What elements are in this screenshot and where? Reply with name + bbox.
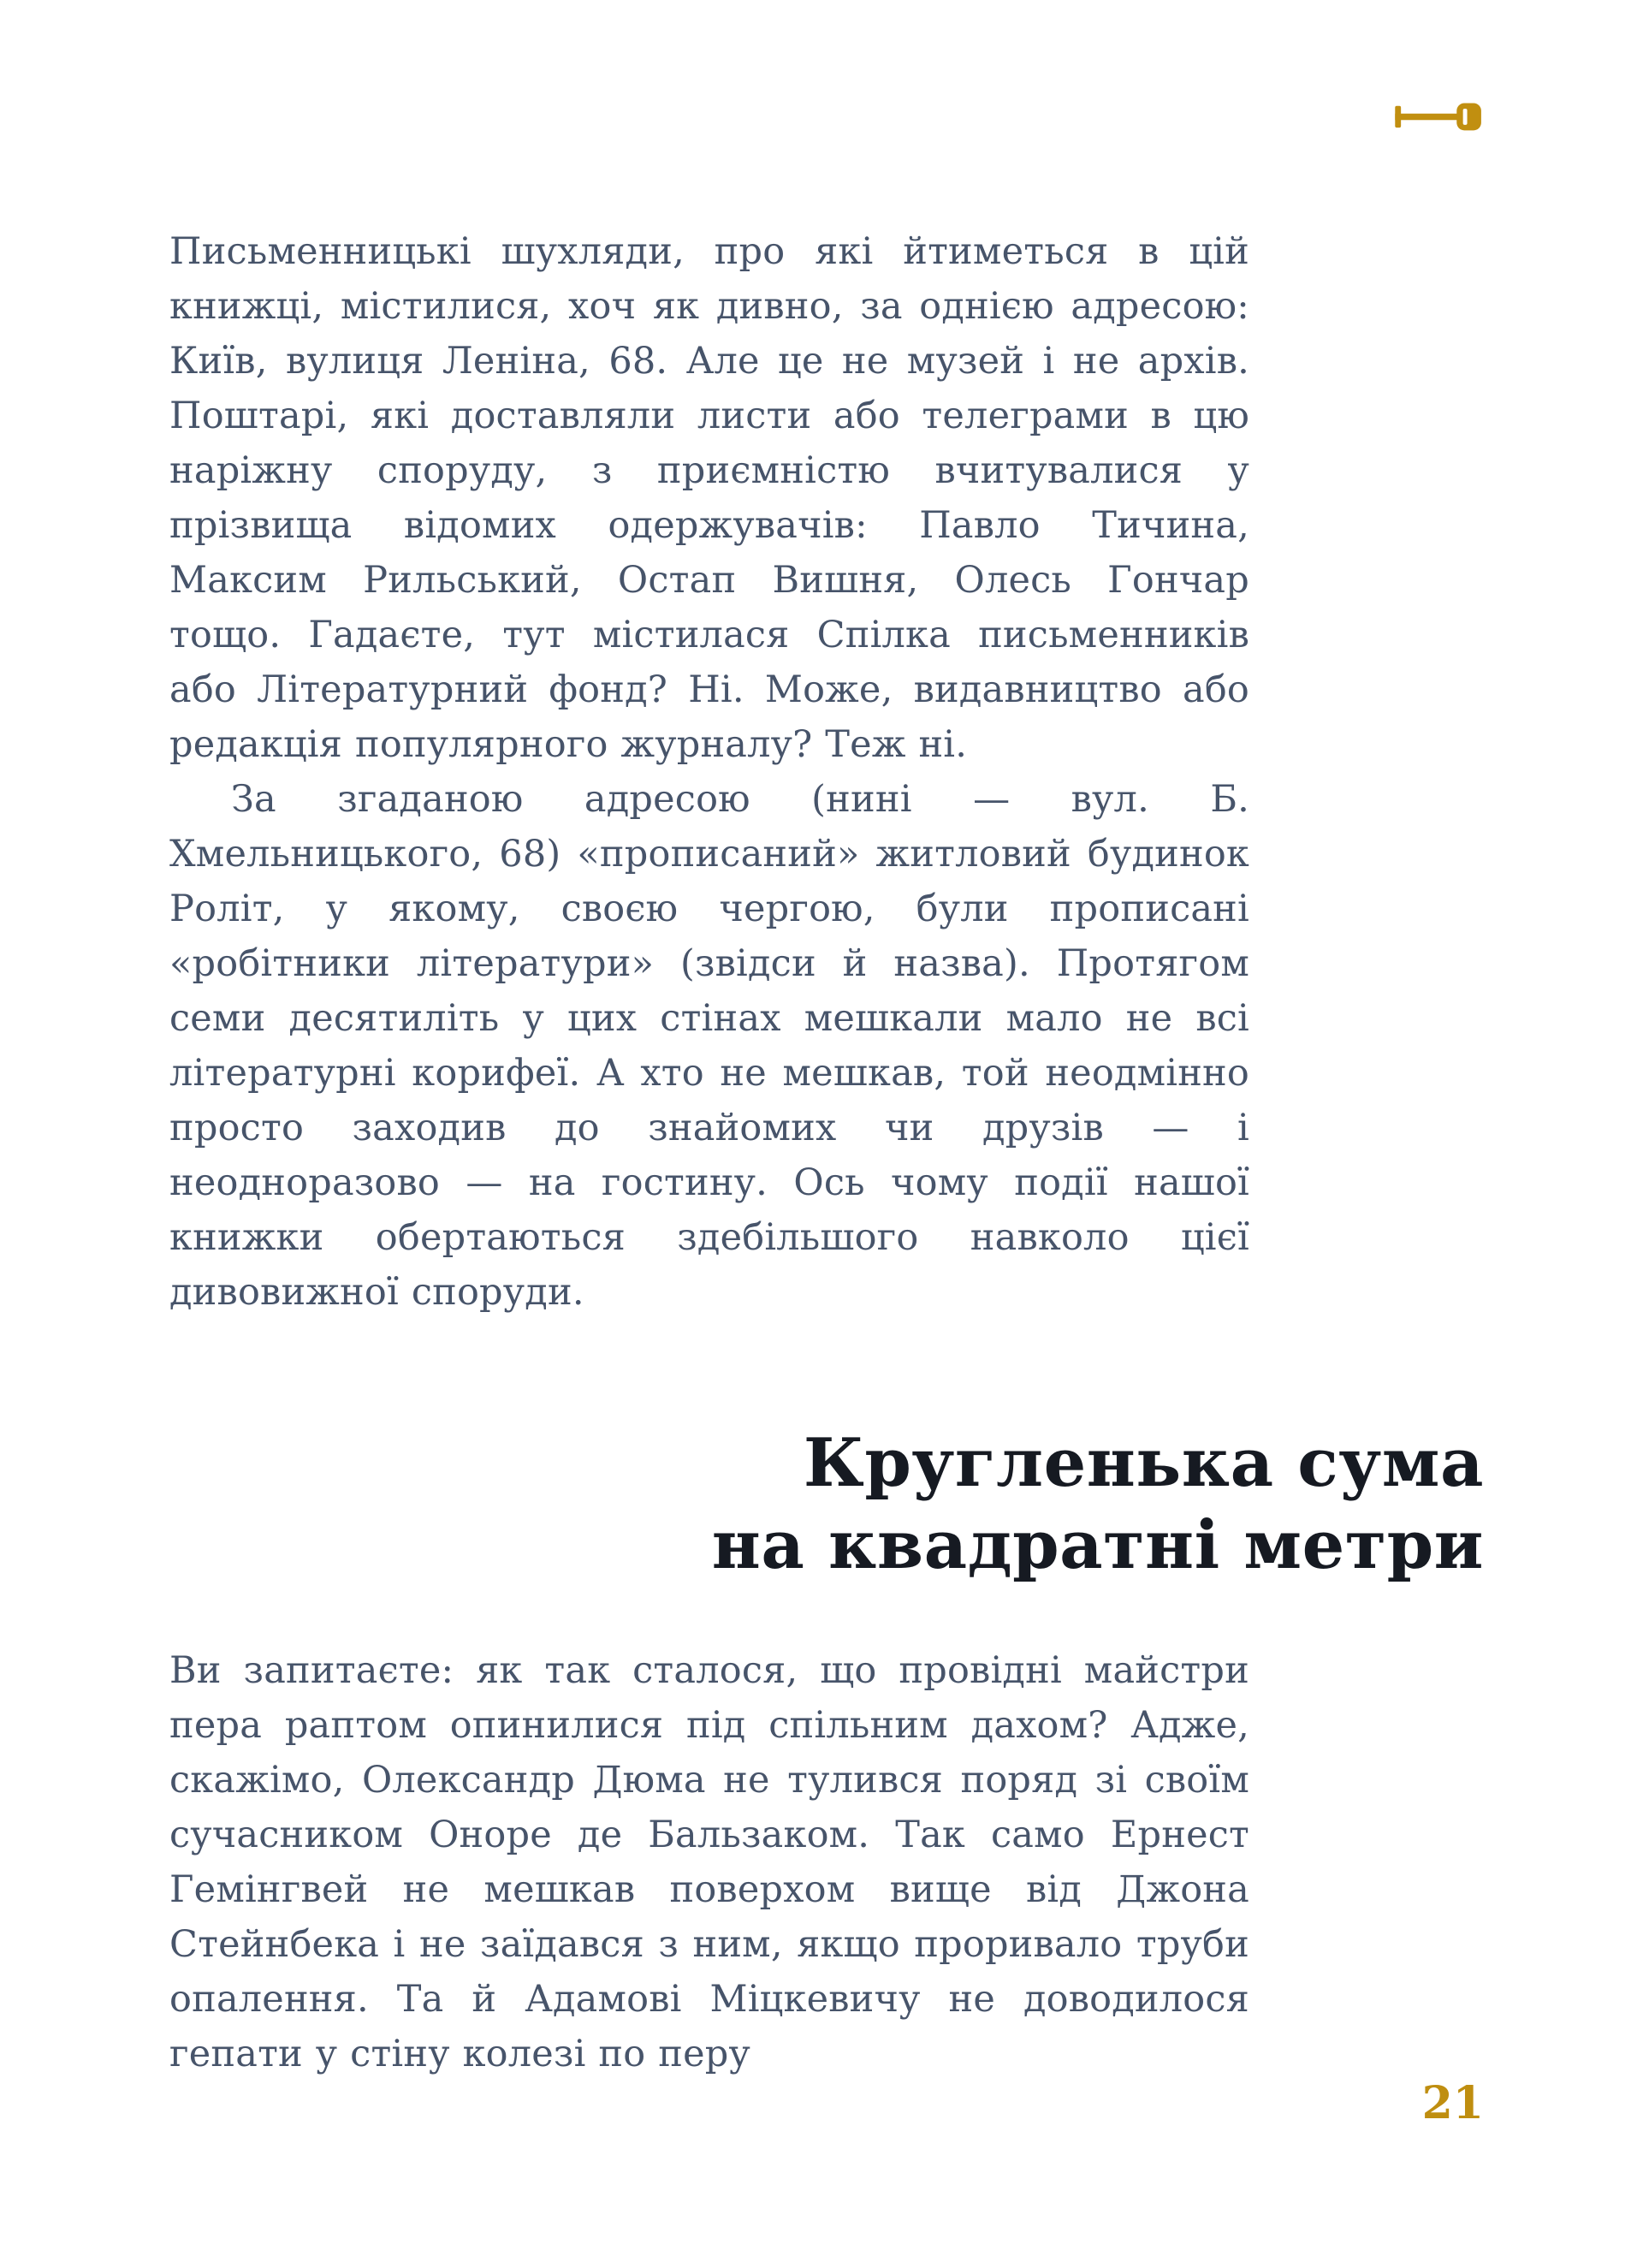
section-heading-line-2: на квадратні метри <box>711 1506 1484 1584</box>
section-heading-line-1: Кругленька сума <box>803 1424 1484 1502</box>
body-paragraph-1: Письменницькі шухляди, про які йтиметься в цій книжці, містилися, хоч як дивно, за однією адресою: Київ, вулиця Леніна, 68. Але це не музей і не архів. Поштарі, які доставляли листи або телеграми в цю наріжну споруду, з приємністю вчитувалися у прізвища відомих одержувачів: Павло Тичина, Максим Рильський, Остап Вишня, Олесь Гончар тощо. Гадаєте, тут містилася Спілка письменників або Літературний фонд? Ні. Може, видавництво або редакція популярного журналу? Теж ні. <box>169 230 1249 766</box>
body-text-column <box>169 224 1249 1320</box>
body-paragraph-3: Ви запитаєте: як так сталося, що провідні майстри пера раптом опинилися під спільним дахом? Адже, скажімо, Олександр Дюма не тулився поряд зі своїм сучасником Оноре де Бальзаком. Так само Ернест Гемінгвей не мешкав поверхом вище від Джона Стейнбека і не заїдався з ним, якщо проривало труби опалення. Та й Адамові Міцкевичу не доводилося гепати у стіну колезі по перу <box>169 1649 1249 2075</box>
body-text-column-2 <box>169 1643 1249 2081</box>
page-number: 21 <box>1421 2077 1484 2129</box>
key-icon <box>1393 101 1484 132</box>
body-paragraph-2: За згаданою адресою (нині — вул. Б. Хмельницького, 68) «прописаний» житловий будинок Роліт, у якому, своєю чергою, були прописані «робітники літератури» (звідси й назва). Протягом семи десятиліть у цих стінах мешкали мало не всі літературні корифеї. А хто не мешкав, той неодмінно просто заходив до знайомих чи друзів — і неодноразово — на гостину. Ось чому події нашої книжки обертаються здебільшого навколо цієї дивовижної споруди. <box>169 778 1249 1314</box>
section-heading <box>169 1422 1484 1587</box>
